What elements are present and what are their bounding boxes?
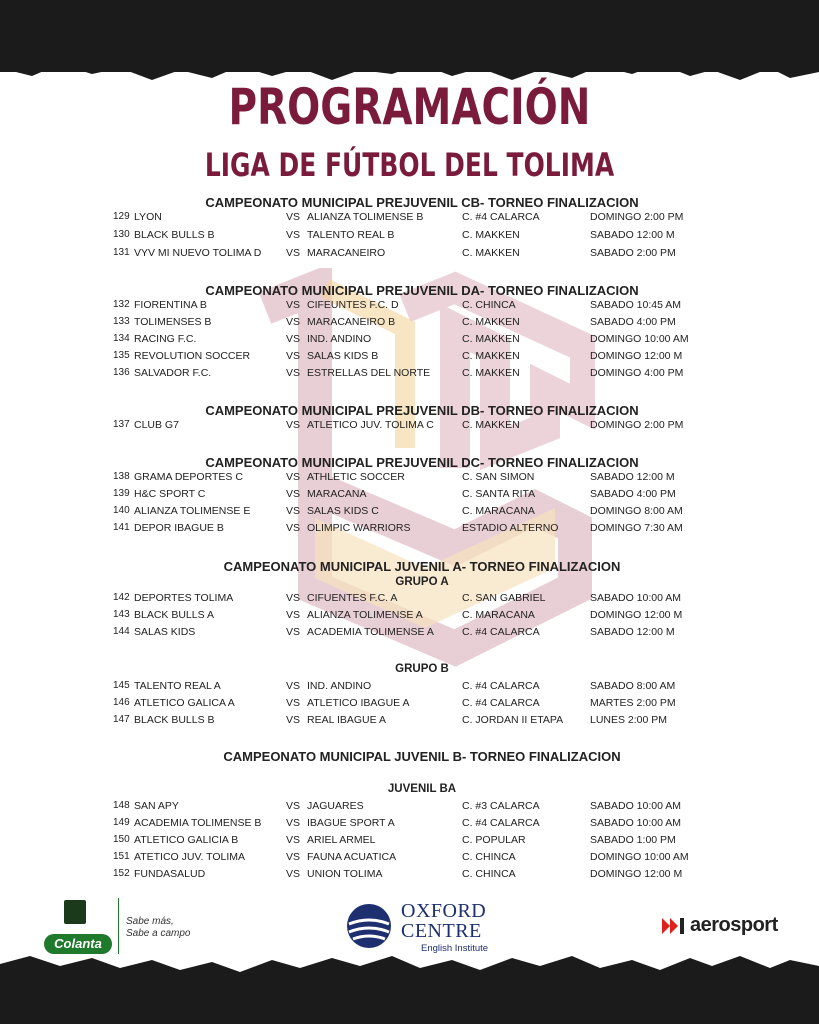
group-heading: GRUPO B bbox=[395, 663, 449, 675]
section-heading: CAMPEONATO MUNICIPAL PREJUVENIL DC- TORNEO FINALIZACION bbox=[205, 455, 639, 470]
match-time: DOMINGO 12:00 M bbox=[590, 609, 683, 621]
home-team: ATLETICO GALICIA B bbox=[134, 834, 239, 846]
match-row bbox=[0, 333, 819, 350]
match-number: 134 bbox=[113, 333, 130, 344]
vs-label: VS bbox=[286, 522, 301, 534]
match-row bbox=[0, 609, 819, 626]
section-heading: CAMPEONATO MUNICIPAL JUVENIL B- TORNEO FINALIZACION bbox=[223, 749, 621, 764]
home-team: BLACK BULLS B bbox=[134, 229, 215, 241]
away-team: ATHLETIC SOCCER bbox=[307, 471, 405, 483]
match-time: DOMINGO 8:00 AM bbox=[590, 505, 683, 517]
away-team: ARIEL ARMEL bbox=[307, 834, 376, 846]
vs-label: VS bbox=[286, 211, 301, 223]
home-team: VYV MI NUEVO TOLIMA D bbox=[134, 247, 262, 259]
match-time: DOMINGO 12:00 M bbox=[590, 868, 683, 880]
venue: C. MAKKEN bbox=[462, 419, 520, 431]
vs-label: VS bbox=[286, 488, 301, 500]
match-row bbox=[0, 851, 819, 868]
match-row bbox=[0, 299, 819, 316]
venue: C. #3 CALARCA bbox=[462, 800, 540, 812]
match-row bbox=[0, 488, 819, 505]
match-time: SABADO 10:45 AM bbox=[590, 299, 682, 311]
match-number: 142 bbox=[113, 592, 130, 603]
vs-label: VS bbox=[286, 247, 301, 259]
vs-label: VS bbox=[286, 817, 301, 829]
venue: C. #4 CALARCA bbox=[462, 626, 540, 638]
match-number: 136 bbox=[113, 367, 130, 378]
home-team: REVOLUTION SOCCER bbox=[134, 350, 251, 362]
venue: C. CHINCA bbox=[462, 299, 516, 311]
vs-label: VS bbox=[286, 471, 301, 483]
section-heading: CAMPEONATO MUNICIPAL PREJUVENIL DB- TORNEO FINALIZACION bbox=[205, 403, 639, 418]
home-team: SAN APY bbox=[134, 800, 179, 812]
match-row bbox=[0, 505, 819, 522]
away-team: IND. ANDINO bbox=[307, 333, 372, 345]
vs-label: VS bbox=[286, 229, 301, 241]
match-number: 130 bbox=[113, 229, 130, 240]
away-team: ACADEMIA TOLIMENSE A bbox=[307, 626, 434, 638]
away-team: FAUNA ACUATICA bbox=[307, 851, 397, 863]
match-number: 143 bbox=[113, 609, 130, 620]
page-title: PROGRAMACIÓN bbox=[228, 78, 591, 136]
match-number: 141 bbox=[113, 522, 130, 533]
venue: C. CHINCA bbox=[462, 851, 516, 863]
match-time: SABADO 10:00 AM bbox=[590, 592, 682, 604]
vs-label: VS bbox=[286, 714, 301, 726]
home-team: ATLETICO GALICA A bbox=[134, 697, 235, 709]
match-number: 144 bbox=[113, 626, 130, 637]
venue: C. #4 CALARCA bbox=[462, 211, 540, 223]
home-team: SALVADOR F.C. bbox=[134, 367, 212, 379]
vs-label: VS bbox=[286, 834, 301, 846]
away-team: ATLETICO IBAGUE A bbox=[307, 697, 410, 709]
section-heading: CAMPEONATO MUNICIPAL JUVENIL A- TORNEO FINALIZACION bbox=[223, 559, 621, 574]
vs-label: VS bbox=[286, 316, 301, 328]
away-team: MARACANEIRO B bbox=[307, 316, 396, 328]
venue: C. MAKKEN bbox=[462, 229, 520, 241]
vs-label: VS bbox=[286, 680, 301, 692]
colanta-wordmark: Colanta bbox=[44, 934, 112, 954]
oxford-line1: OXFORD bbox=[401, 900, 487, 922]
match-time: DOMINGO 2:00 PM bbox=[590, 419, 684, 431]
match-row bbox=[0, 247, 819, 264]
vs-label: VS bbox=[286, 609, 301, 621]
match-number: 132 bbox=[113, 299, 130, 310]
match-row bbox=[0, 626, 819, 643]
away-team: JAGUARES bbox=[307, 800, 364, 812]
match-row bbox=[0, 592, 819, 609]
match-number: 152 bbox=[113, 868, 130, 879]
match-number: 140 bbox=[113, 505, 130, 516]
away-team: MARACANA bbox=[307, 488, 367, 500]
match-row bbox=[0, 471, 819, 488]
match-number: 129 bbox=[113, 211, 130, 222]
match-time: DOMINGO 2:00 PM bbox=[590, 211, 684, 223]
match-row bbox=[0, 419, 819, 436]
match-number: 131 bbox=[113, 247, 130, 258]
match-time: SABADO 12:00 M bbox=[590, 626, 675, 638]
match-time: SABADO 12:00 M bbox=[590, 229, 675, 241]
torn-paper-bottom bbox=[0, 978, 819, 1024]
venue: C. MARACANA bbox=[462, 609, 535, 621]
match-number: 145 bbox=[113, 680, 130, 691]
oxford-line3: English Institute bbox=[421, 943, 489, 954]
match-row bbox=[0, 350, 819, 367]
match-time: SABADO 2:00 PM bbox=[590, 247, 676, 259]
torn-edge-bottom bbox=[0, 950, 819, 980]
away-team: REAL IBAGUE A bbox=[307, 714, 386, 726]
cow-icon bbox=[64, 900, 86, 924]
section-heading: CAMPEONATO MUNICIPAL PREJUVENIL DA- TORNEO FINALIZACION bbox=[205, 283, 639, 298]
away-team: ATLETICO JUV. TOLIMA C bbox=[307, 419, 434, 431]
match-time: DOMINGO 7:30 AM bbox=[590, 522, 683, 534]
oxford-line2: CENTRE bbox=[401, 920, 482, 942]
home-team: H&C SPORT C bbox=[134, 488, 206, 500]
away-team: TALENTO REAL B bbox=[307, 229, 395, 241]
home-team: BLACK BULLS B bbox=[134, 714, 215, 726]
match-number: 138 bbox=[113, 471, 130, 482]
match-row bbox=[0, 800, 819, 817]
away-team: CIFUENTES F.C. A bbox=[307, 592, 398, 604]
fast-forward-icon bbox=[662, 918, 688, 934]
home-team: ACADEMIA TOLIMENSE B bbox=[134, 817, 262, 829]
vs-label: VS bbox=[286, 697, 301, 709]
match-number: 137 bbox=[113, 419, 130, 430]
match-row bbox=[0, 316, 819, 333]
group-heading: GRUPO A bbox=[395, 576, 449, 588]
away-team: IND. ANDINO bbox=[307, 680, 372, 692]
match-row bbox=[0, 697, 819, 714]
match-time: SABADO 1:00 PM bbox=[590, 834, 676, 846]
home-team: CLUB G7 bbox=[134, 419, 179, 431]
away-team: MARACANEIRO bbox=[307, 247, 386, 259]
match-time: SABADO 10:00 AM bbox=[590, 800, 682, 812]
page-subtitle: LIGA DE FÚTBOL DEL TOLIMA bbox=[204, 146, 615, 184]
venue: C. JORDAN II ETAPA bbox=[462, 714, 564, 726]
colanta-slogan bbox=[126, 916, 206, 940]
home-team: ATETICO JUV. TOLIMA bbox=[134, 851, 246, 863]
match-time: SABADO 8:00 AM bbox=[590, 680, 676, 692]
match-number: 149 bbox=[113, 817, 130, 828]
match-time: DOMINGO 10:00 AM bbox=[590, 333, 689, 345]
home-team: DEPORTES TOLIMA bbox=[134, 592, 234, 604]
home-team: RACING F.C. bbox=[134, 333, 197, 345]
home-team: SALAS KIDS bbox=[134, 626, 196, 638]
match-row bbox=[0, 680, 819, 697]
home-team: FUNDASALUD bbox=[134, 868, 206, 880]
away-team: CIFEUNTES F.C. D bbox=[307, 299, 399, 311]
match-row bbox=[0, 367, 819, 384]
home-team: TOLIMENSES B bbox=[134, 316, 212, 328]
venue: C. POPULAR bbox=[462, 834, 526, 846]
vs-label: VS bbox=[286, 299, 301, 311]
match-number: 147 bbox=[113, 714, 130, 725]
away-team: OLIMPIC WARRIORS bbox=[307, 522, 411, 534]
home-team: FIORENTINA B bbox=[134, 299, 207, 311]
vs-label: VS bbox=[286, 419, 301, 431]
vs-label: VS bbox=[286, 350, 301, 362]
match-number: 151 bbox=[113, 851, 130, 862]
match-time: SABADO 4:00 PM bbox=[590, 488, 676, 500]
home-team: ALIANZA TOLIMENSE E bbox=[134, 505, 251, 517]
away-team: ALIANZA TOLIMENSE B bbox=[307, 211, 424, 223]
slogan-line: Sabe más, bbox=[126, 916, 174, 927]
match-number: 146 bbox=[113, 697, 130, 708]
match-number: 133 bbox=[113, 316, 130, 327]
match-number: 150 bbox=[113, 834, 130, 845]
home-team: DEPOR IBAGUE B bbox=[134, 522, 224, 534]
venue: C. SAN GABRIEL bbox=[462, 592, 546, 604]
section-heading: CAMPEONATO MUNICIPAL PREJUVENIL CB- TORNEO FINALIZACION bbox=[205, 195, 639, 210]
vs-label: VS bbox=[286, 626, 301, 638]
vs-label: VS bbox=[286, 592, 301, 604]
match-row bbox=[0, 229, 819, 246]
venue: C. MAKKEN bbox=[462, 333, 520, 345]
venue: C. MAKKEN bbox=[462, 367, 520, 379]
venue: C. SANTA RITA bbox=[462, 488, 536, 500]
away-team: SALAS KIDS B bbox=[307, 350, 379, 362]
match-time: DOMINGO 10:00 AM bbox=[590, 851, 689, 863]
match-time: DOMINGO 4:00 PM bbox=[590, 367, 684, 379]
match-time: DOMINGO 12:00 M bbox=[590, 350, 683, 362]
venue: C. #4 CALARCA bbox=[462, 680, 540, 692]
divider bbox=[118, 898, 119, 954]
away-team: SALAS KIDS C bbox=[307, 505, 379, 517]
home-team: BLACK BULLS A bbox=[134, 609, 214, 621]
venue: C. SAN SIMON bbox=[462, 471, 535, 483]
away-team: ESTRELLAS DEL NORTE bbox=[307, 367, 431, 379]
match-time: MARTES 2:00 PM bbox=[590, 697, 676, 709]
venue: C. #4 CALARCA bbox=[462, 817, 540, 829]
vs-label: VS bbox=[286, 868, 301, 880]
slogan-line: Sabe a campo bbox=[126, 928, 191, 939]
match-row bbox=[0, 522, 819, 539]
globe-icon bbox=[345, 902, 393, 950]
match-row bbox=[0, 868, 819, 885]
match-time: LUNES 2:00 PM bbox=[590, 714, 668, 726]
away-team: UNION TOLIMA bbox=[307, 868, 383, 880]
venue: C. MAKKEN bbox=[462, 316, 520, 328]
match-number: 135 bbox=[113, 350, 130, 361]
match-row bbox=[0, 834, 819, 851]
match-row bbox=[0, 817, 819, 834]
match-time: SABADO 10:00 AM bbox=[590, 817, 682, 829]
venue: C. #4 CALARCA bbox=[462, 697, 540, 709]
match-row bbox=[0, 714, 819, 731]
venue: ESTADIO ALTERNO bbox=[462, 522, 559, 534]
home-team: LYON bbox=[134, 211, 162, 223]
vs-label: VS bbox=[286, 333, 301, 345]
venue: C. MARACANA bbox=[462, 505, 535, 517]
match-number: 148 bbox=[113, 800, 130, 811]
match-row bbox=[0, 211, 819, 228]
away-team: IBAGUE SPORT A bbox=[307, 817, 395, 829]
venue: C. MAKKEN bbox=[462, 350, 520, 362]
vs-label: VS bbox=[286, 505, 301, 517]
match-number: 139 bbox=[113, 488, 130, 499]
vs-label: VS bbox=[286, 367, 301, 379]
match-time: SABADO 12:00 M bbox=[590, 471, 675, 483]
match-time: SABADO 4:00 PM bbox=[590, 316, 676, 328]
vs-label: VS bbox=[286, 800, 301, 812]
home-team: TALENTO REAL A bbox=[134, 680, 221, 692]
group-heading: JUVENIL BA bbox=[387, 783, 457, 795]
venue: C. MAKKEN bbox=[462, 247, 520, 259]
home-team: GRAMA DEPORTES C bbox=[134, 471, 243, 483]
venue: C. CHINCA bbox=[462, 868, 516, 880]
oxford-centre-logo bbox=[345, 900, 495, 956]
aerosport-wordmark: aerosport bbox=[690, 914, 778, 936]
away-team: ALIANZA TOLIMENSE A bbox=[307, 609, 423, 621]
vs-label: VS bbox=[286, 851, 301, 863]
